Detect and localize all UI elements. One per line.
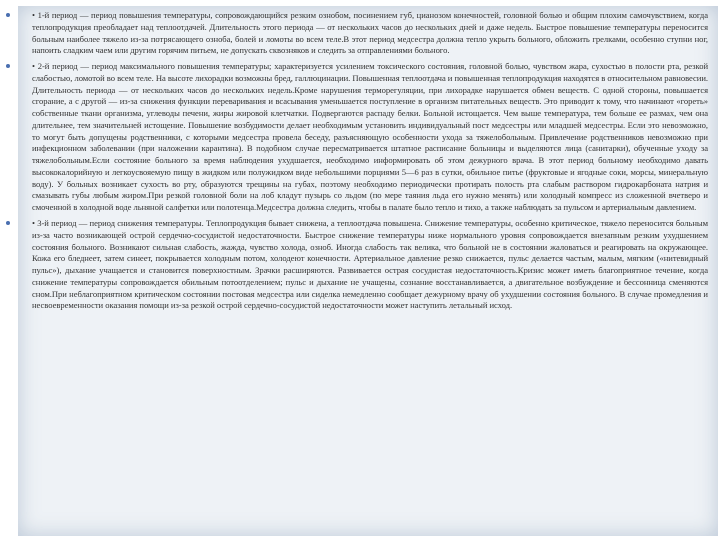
list-item-text: • 3-й период — период снижения температуры. Теплопродукция бывает снижена, а теплоотдача повышена. Снижение температуры, особенно критическое, тяжело переносится больным из-за часто возникающей острой сердечно-сосудистой недостаточности. Быстрое снижение температуры ниже нормального уровня сопровождается внезапным резким ухудшением состояния больного. Возникают сильная слабость, жажда, чувство холода, озноб. Иногда слабость так велика, что больной не в состоянии жаловаться и реагировать на окружающее. Кожа его бледнеет, затем синеет, покрывается холодным потом, холодеют конечности. Артериальное давление резко снижается, пульс делается частым, малым, мягким («нитевидный пульс»), дыхание учащается и становится поверхностным. Зрачки расширяются. Развивается острая сосудистая недостаточность.Кризис может иметь благоприятное течение, когда снижение температуры сопровождается обильным потоотделением; пульс и дыхание не учащены, сознание восстанавливается, а двигательное возбуждение и бессонница сменяются сном.При неблагоприятном критическом состоянии постовая медсестра или сиделка немедленно сообщает дежурному врачу об ухудшении состояния больного. В случае промедления и несвоевременности оказания помощи из-за резкой острой сердечно-сосудистой недостаточности может наступить летальный исход.: [32, 218, 708, 311]
bullet-dot-icon: [6, 221, 10, 225]
list-item-text: • 1-й период — период повышения температуры, сопровождающийся резким ознобом, посинением губ, цианозом конечностей, головной болью и общим плохим самочувствием, когда теплопродукция преобладает над теплоотдачей. Длительность этого периода — от нескольких часов до нескольких дней и даже недель. Быстрое повышение температуры переносится больным наиболее тяжело из-за потрясающего озноба, болей и ломоты во всем теле.В этот период медсестра должна тепло укрыть больного, обложить грелками, особенно ступни ног, напоить сладким чаем или другим горячим питьем, не допускать сквозняков и следить за отправлениями больного.: [32, 10, 708, 56]
list-item-period-1: [32, 10, 708, 57]
list-item-period-3: [32, 218, 708, 312]
list-item-period-2: [32, 61, 708, 214]
bullet-dot-icon: [6, 64, 10, 68]
list-item-text: • 2-й период — период максимального повышения температуры; характеризуется усилением токсического состояния, головной болью, чувством жара, сухостью в полости рта, резкой слабостью, ломотой во всем теле. На высоте лихорадки возможны бред, галлюцинации. Повышенная теплоотдача и повышенная теплопродукция находятся в относительном равновесии. Длительность периода — от нескольких часов до нескольких недель.Кроме нарушения терморегуляции, при лихорадке нарушается обмен веществ. С одной стороны, повышается сгорание, а с другой — из-за снижения функции переваривания и всасывания уменьшается поступление в организм питательных веществ. Это приводит к тому, что начинают «гореть» собственные ткани организма, углеводы печени, жиры жировой клетчатки. Подвергаются распаду белки. Больной истощается. Чем выше температура, тем больше ее размах, чем она длительнее, тем значительней истощение. Повышение возбудимости делает необходимым установить индивидуальный пост медсестры или младшей медсестры. Если это невозможно, то могут быть допущены родственники, с которыми медсестра провела беседу, разъясняющую особенности ухода за тяжелобольным. Привлечение родственников невозможно при инфекционном заболевании (при наложении карантина). В подобном случае пересматривается штатное расписание больницы и выделяются лица (санитарки), обученные уходу за тяжелобольным.Если состояние больного за время наблюдения ухудшается, необходимо информировать об этом дежурного врача. В этот период больному необходимо давать высококалорийную и легкоусвояемую пищу в жидком или полужидком виде небольшими порциями 5—6 раз в сутки, обильное питье (фруктовые и ягодные соки, морсы, минеральную воду). У больных возникает сухость во рту, образуются трещины на губах, поэтому необходимо периодически протирать полость рта слабым раствором гидрокарбоната натрия и смазывать губы любым жиром.При резкой головной боли на лоб кладут пузырь со льдом (по мере таяния льда его нужно менять) или холодный компресс из сложенной вчетверо и смоченной в холодной воде льняной салфетки или полотенца.Медсестра должна следить, чтобы в палате было тепло и тихо, а также наблюдать за пульсом и артериальным давлением.: [32, 61, 708, 213]
slide-content: [32, 10, 708, 316]
bullet-dot-icon: [6, 13, 10, 17]
